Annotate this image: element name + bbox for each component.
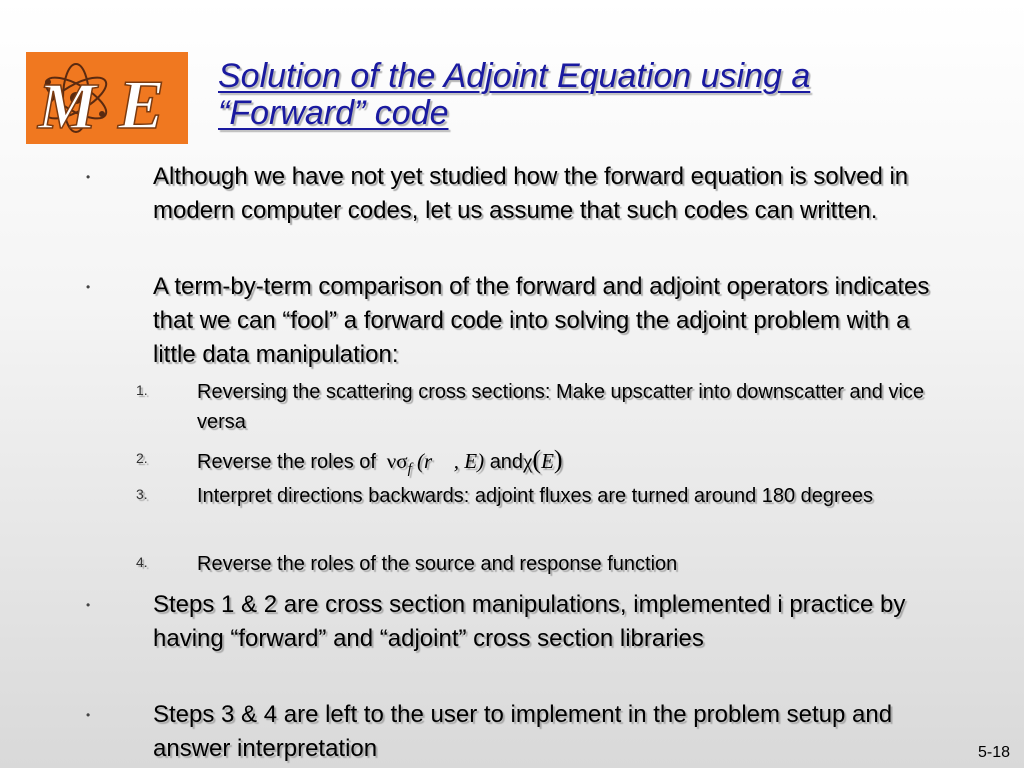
step-text: Reverse the roles of the source and response function (197, 553, 678, 575)
nu-sigma-f-formula: $\nu\sigma_f$ (r⃗ , E) (386, 449, 485, 478)
bullet-dot-icon: • (86, 170, 91, 184)
bullet-text: Steps 1 & 2 are cross section manipulations, implemented i practice by having “forward” and “adjoint” cross section libraries (153, 591, 906, 652)
bullet-text: Although we have not yet studied how the forward equation is solved in modern computer codes, let us assume that such codes can written. (153, 163, 909, 224)
bullet-dot-icon: • (86, 598, 91, 612)
bullet-dot-icon: • (86, 280, 91, 294)
step-text: Interpret directions backwards: adjoint fluxes are turned around 180 degrees (197, 485, 873, 507)
slide-title: Solution of the Adjoint Equation using a “Forward” code (218, 57, 811, 132)
svg-text:M: M (38, 70, 97, 143)
step-number: 1. (136, 382, 148, 398)
svg-text:E: E (118, 67, 165, 144)
step-number: 3. (136, 486, 148, 502)
bullet-text: Steps 3 & 4 are left to the user to implement in the problem setup and answer interpretation (153, 701, 893, 762)
page-number: 5-18 (977, 744, 1010, 761)
step-number: 2. (136, 450, 148, 466)
bullet-text: A term-by-term comparison of the forward and adjoint operators indicates that we can “fool” a forward code into solving the adjoint problem with a little data manipulation: (153, 273, 930, 368)
step-text: Reversing the scattering cross sections: Make upscatter into downscatter and vice versa (197, 381, 925, 433)
chi-formula: χ(E) (523, 445, 563, 474)
formula-joiner: and (489, 451, 524, 473)
me-logo (26, 52, 188, 144)
bullet-dot-icon: • (86, 708, 91, 722)
step-text (197, 445, 927, 484)
step-text-lead: Reverse the roles of (197, 451, 376, 473)
atom-icon (26, 52, 188, 144)
step-number: 4. (136, 554, 148, 570)
